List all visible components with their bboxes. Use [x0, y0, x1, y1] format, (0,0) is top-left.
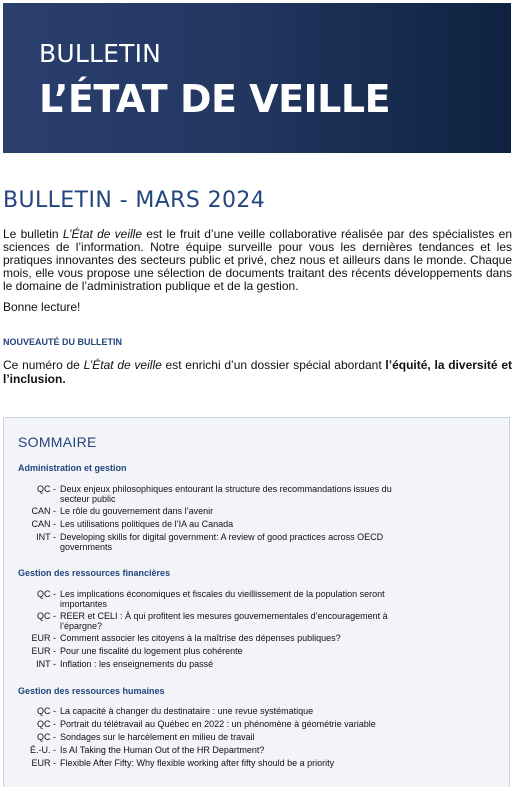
nouveaute-italic: L’État de veille — [83, 358, 162, 372]
toc-link[interactable]: Le rôle du gouvernement dans l’avenir — [60, 506, 214, 516]
region-code: QC - — [37, 719, 56, 729]
intro-text-2: est le fruit d’une veille collaborative réalisée par des spécialistes en sciences de l’information. Notre équipe surveille pour vous les dernières tendances et les pratiques innovantes des secteurs public et privé, chez nous et ailleurs dans le monde. Chaque mois, elle vous propose une sélection de documents traitant des récents développements dans le domaine de l’administration publique et de la gestion. — [3, 227, 512, 293]
header-banner — [3, 3, 511, 153]
banner-title: L’ÉTAT DE VEILLE — [39, 77, 391, 121]
region-code: EUR - — [31, 758, 56, 768]
table-of-contents — [3, 417, 510, 787]
toc-link[interactable]: Pour une fiscalité du logement plus cohérente — [60, 646, 243, 656]
nouveaute-heading: NOUVEAUTÉ DU BULLETIN — [3, 337, 122, 347]
toc-link[interactable]: Comment associer les citoyens à la maîtrise des dépenses publiques? — [60, 633, 341, 643]
toc-link[interactable]: La capacité à changer du destinataire : une revue systématique — [60, 706, 314, 716]
region-code: INT - — [36, 532, 56, 542]
toc-link[interactable]: Portrait du télétravail au Québec en 2022 : un phénomène à géométrie variable — [60, 719, 376, 729]
region-code: INT - — [36, 659, 56, 669]
intro-text-1: Le bulletin — [3, 227, 63, 241]
toc-section-heading: Administration et gestion — [18, 463, 127, 473]
toc-section-heading: Gestion des ressources humaines — [18, 686, 165, 696]
page-title: BULLETIN - MARS 2024 — [3, 188, 266, 213]
closing-text: Bonne lecture! — [3, 300, 81, 314]
intro-italic: L’État de veille — [62, 227, 142, 241]
region-code: QC - — [37, 706, 56, 716]
region-code: QC - — [37, 732, 56, 742]
toc-title: SOMMAIRE — [18, 434, 97, 450]
toc-link[interactable]: Les implications économiques et fiscales du vieillissement de la population seront importantes — [60, 589, 385, 609]
nouveaute-text-2: est enrichi d’un dossier spécial abordant — [161, 358, 386, 372]
region-code: EUR - — [31, 646, 56, 656]
region-code: QC - — [37, 589, 56, 599]
toc-link[interactable]: Sondages sur le harcèlement en milieu de travail — [60, 732, 255, 742]
nouveaute-bold: l’équité, la diversité et l’inclusion. — [3, 358, 512, 386]
nouveaute-text-1: Ce numéro de — [3, 358, 84, 372]
toc-link[interactable]: Deux enjeux philosophiques entourant la structure des recommandations issues du secteur public — [60, 484, 392, 504]
intro-paragraph — [3, 228, 512, 293]
region-code: É.-U. - — [30, 745, 56, 755]
region-code: CAN - — [31, 519, 56, 529]
region-code: CAN - — [31, 506, 56, 516]
region-code: QC - — [37, 611, 56, 621]
toc-link[interactable]: Inflation : les enseignements du passé — [60, 659, 214, 669]
region-code: EUR - — [31, 633, 56, 643]
banner-subtitle: BULLETIN — [39, 39, 162, 68]
toc-section-heading: Gestion des ressources financières — [18, 568, 171, 578]
nouveaute-paragraph — [3, 358, 512, 386]
toc-link[interactable]: Flexible After Fifty: Why flexible working after fifty should be a priority — [60, 758, 335, 768]
region-code: QC - — [37, 484, 56, 494]
toc-link[interactable]: Les utilisations politiques de l’IA au Canada — [60, 519, 234, 529]
toc-link[interactable]: Is AI Taking the Human Out of the HR Department? — [60, 745, 265, 755]
toc-link[interactable]: REER et CELI : À qui profitent les mesures gouvernementales d’encouragement à l’épargne? — [60, 611, 388, 631]
toc-link[interactable]: Developing skills for digital government: A review of good practices across OECD governments — [60, 532, 384, 552]
